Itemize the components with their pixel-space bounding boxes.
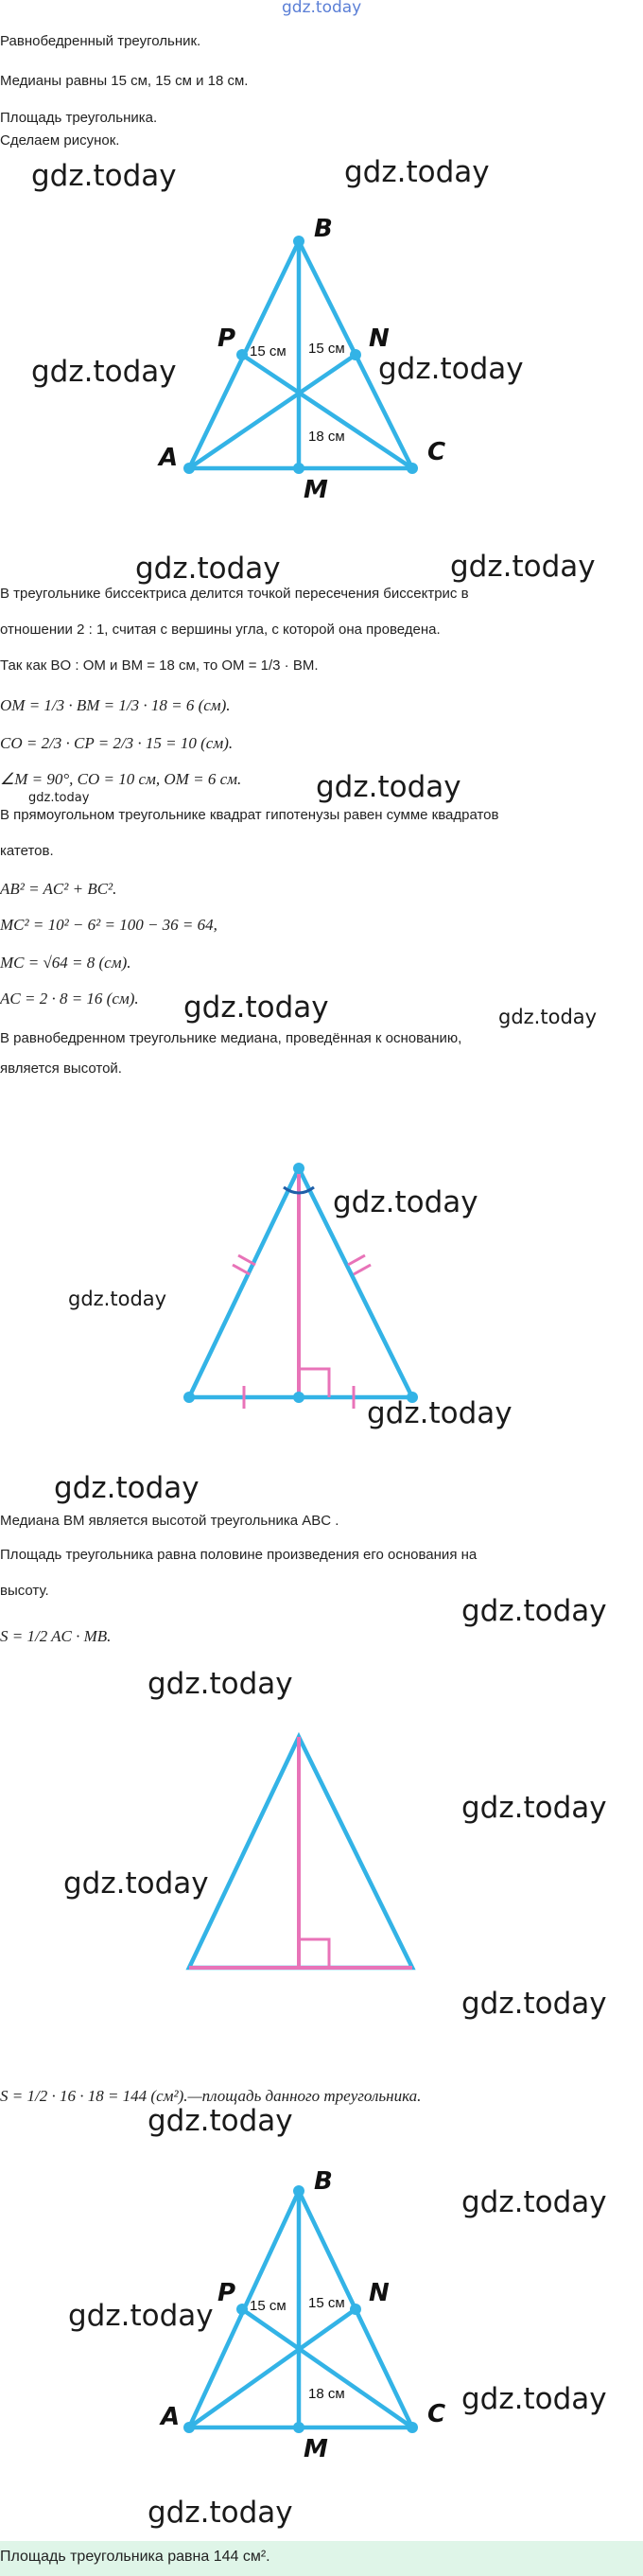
vertex-label-N: N	[369, 324, 390, 353]
answer-text: Площадь треугольника равна 144 см².	[0, 2549, 270, 2565]
triangle-figure-2	[0, 1149, 643, 1414]
watermark: gdz.today	[54, 1471, 200, 1505]
watermark: gdz.today	[68, 1288, 167, 1310]
text-line: катетов.	[0, 843, 54, 859]
math-line: AB² = AC² + BC².	[0, 880, 117, 898]
watermark: gdz.today	[498, 1006, 598, 1028]
watermark: gdz.today	[148, 2496, 293, 2530]
text-line: Сделаем рисунок.	[0, 132, 120, 149]
watermark: gdz.today	[378, 352, 524, 386]
watermark: gdz.today	[148, 2104, 293, 2138]
text-line: Медианы равны 15 см, 15 см и 18 см.	[0, 73, 249, 89]
text-line: В равнобедренном треугольнике медиана, проведённая к основанию,	[0, 1030, 462, 1046]
vertex-label-A: A	[159, 444, 179, 472]
vertex-label-A: A	[161, 2403, 181, 2431]
vertex-label-B: B	[314, 218, 333, 243]
watermark: gdz.today	[461, 1791, 607, 1825]
text-line: Площадь треугольника.	[0, 110, 158, 126]
math-line: AC = 2 · 8 = 16 (см).	[0, 990, 139, 1008]
text-line: Равнобедренный треугольник.	[0, 33, 201, 49]
header-logo[interactable]: gdz.today	[282, 0, 362, 17]
text-line: отношении 2 : 1, считая с вершины угла, с которой она проведена.	[0, 622, 441, 638]
segment-label-bp: 15 см	[250, 2298, 287, 2314]
answer-banner	[0, 2541, 643, 2576]
watermark: gdz.today	[135, 552, 281, 586]
watermark: gdz.today	[68, 2299, 214, 2333]
text-line: является высотой.	[0, 1060, 122, 1077]
vertex-label-C: C	[427, 2400, 446, 2428]
segment-label-bn: 15 см	[308, 341, 345, 357]
vertex-label-M: M	[304, 476, 328, 504]
watermark: gdz.today	[31, 159, 177, 193]
vertex-label-P: P	[217, 324, 236, 353]
math-line: OM = 1/3 · BM = 1/3 · 18 = 6 (см).	[0, 696, 231, 714]
vertex-label-B: B	[314, 2167, 333, 2196]
segment-label-bm: 18 см	[308, 429, 345, 445]
watermark: gdz.today	[31, 355, 177, 389]
text-line: В треугольнике биссектриса делится точкой пересечения биссектрис в	[0, 586, 469, 602]
text-line: Так как BO : OM и BM = 18 см, то OM = 1/3 · BM.	[0, 657, 319, 674]
segment-label-bn: 15 см	[308, 2295, 345, 2311]
text-line: высоту.	[0, 1583, 49, 1599]
math-line: ∠M = 90°, CO = 10 см, OM = 6 см.	[0, 770, 242, 788]
watermark: gdz.today	[333, 1185, 478, 1219]
segment-label-bm: 18 см	[308, 2386, 345, 2402]
triangle-figure-3	[0, 1722, 643, 1977]
math-line: CO = 2/3 · CP = 2/3 · 15 = 10 (см).	[0, 734, 234, 752]
watermark: gdz.today	[461, 1987, 607, 2021]
watermark: gdz.today	[28, 791, 90, 805]
triangle-figure-1	[0, 218, 643, 511]
vertex-label-P: P	[217, 2279, 236, 2307]
text-line: Площадь треугольника равна половине произведения его основания на	[0, 1547, 478, 1563]
watermark: gdz.today	[461, 2382, 607, 2416]
math-line: MC = √64 = 8 (см).	[0, 954, 131, 972]
math-line: S = 1/2 · 16 · 18 = 144 (см²).—площадь данного треугольника.	[0, 2087, 422, 2105]
text-line: В прямоугольном треугольнике квадрат гипотенузы равен сумме квадратов	[0, 807, 499, 823]
watermark: gdz.today	[367, 1396, 513, 1430]
watermark: gdz.today	[316, 770, 461, 804]
watermark: gdz.today	[183, 990, 329, 1025]
math-line: MC² = 10² − 6² = 100 − 36 = 64,	[0, 916, 217, 934]
segment-label-bp: 15 см	[250, 343, 287, 359]
watermark: gdz.today	[344, 155, 490, 189]
watermark: gdz.today	[148, 1667, 293, 1701]
vertex-label-N: N	[369, 2279, 390, 2307]
watermark: gdz.today	[63, 1866, 209, 1901]
watermark: gdz.today	[461, 2185, 607, 2219]
text-line: Медиана BM является высотой треугольника ABC .	[0, 1513, 339, 1529]
watermark: gdz.today	[450, 550, 596, 584]
vertex-label-M: M	[304, 2435, 328, 2463]
watermark: gdz.today	[461, 1594, 607, 1628]
math-line: S = 1/2 AC · MB.	[0, 1627, 112, 1645]
vertex-label-C: C	[427, 438, 446, 466]
